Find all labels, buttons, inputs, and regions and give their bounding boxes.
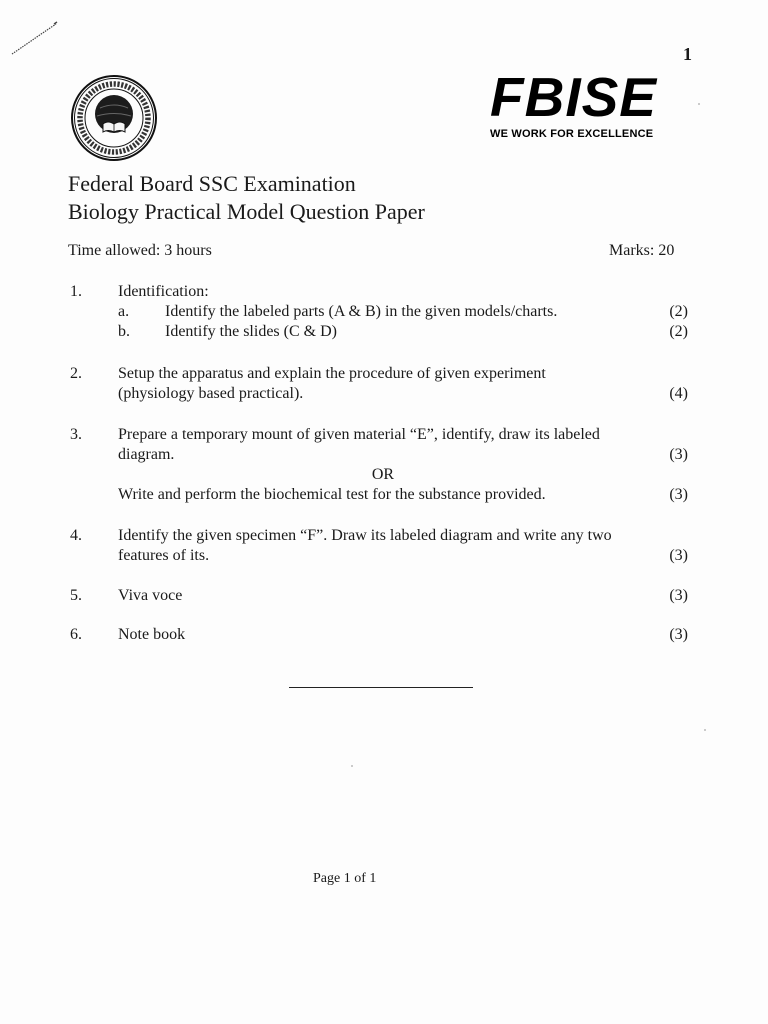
question-line-with-marks	[118, 384, 688, 404]
question-number: 4.	[70, 527, 82, 544]
question-line: Prepare a temporary mount of given material “E”, identify, draw its labeled	[118, 426, 600, 443]
question-line-with-marks	[118, 586, 688, 606]
or-divider: OR	[371, 466, 395, 483]
question-body	[118, 586, 688, 606]
scan-speck	[704, 729, 706, 731]
question-3	[68, 425, 692, 507]
question-line: Setup the apparatus and explain the procedure of given experiment	[118, 365, 546, 382]
end-rule	[289, 687, 473, 688]
question-line: (physiology based practical).	[118, 385, 304, 402]
page-footer: Page 1 of 1	[313, 871, 377, 886]
question-marks: (3)	[669, 626, 688, 643]
scan-speck	[351, 765, 353, 767]
total-marks: Marks: 20	[609, 242, 675, 259]
question-line: Viva voce	[118, 587, 183, 604]
question-6	[68, 625, 692, 647]
pen-stroke-mark	[10, 20, 60, 56]
question-line: features of its.	[118, 547, 210, 564]
question-body	[118, 364, 688, 404]
question-line-with-marks	[118, 625, 688, 645]
part-marks: (2)	[669, 303, 688, 320]
heading-line-1: Federal Board SSC Examination	[68, 171, 356, 196]
fbise-seal-logo	[70, 74, 158, 162]
brand-name: FBISE	[490, 66, 657, 128]
question-part-b	[118, 322, 688, 342]
question-marks: (3)	[669, 547, 688, 564]
question-body	[118, 282, 688, 342]
question-marks: (3)	[669, 587, 688, 604]
question-5	[68, 586, 692, 608]
heading-line-2: Biology Practical Model Question Paper	[68, 199, 425, 224]
question-marks: (4)	[669, 385, 688, 402]
question-1	[68, 282, 692, 344]
part-text: Identify the slides (C & D)	[165, 323, 337, 340]
brand-tagline: WE WORK FOR EXCELLENCE	[490, 128, 654, 140]
question-body	[118, 526, 688, 566]
question-line-with-marks	[118, 445, 688, 465]
paper-heading	[68, 170, 425, 226]
question-4	[68, 526, 692, 568]
page-number-mark: 1	[683, 44, 692, 64]
question-number: 2.	[70, 365, 82, 382]
part-marks: (2)	[669, 323, 688, 340]
question-marks: (3)	[669, 486, 688, 503]
question-line: Identify the given specimen “F”. Draw its labeled diagram and write any two	[118, 527, 612, 544]
question-title: Identification:	[118, 283, 209, 300]
part-letter: a.	[118, 303, 130, 320]
part-text: Identify the labeled parts (A & B) in the given models/charts.	[165, 303, 558, 320]
question-line-with-marks	[118, 546, 688, 566]
question-number: 1.	[70, 283, 82, 300]
question-number: 5.	[70, 587, 82, 604]
fbise-brand	[490, 68, 657, 140]
question-number: 6.	[70, 626, 82, 643]
question-line: Write and perform the biochemical test for the substance provided.	[118, 486, 546, 503]
question-part-a	[118, 302, 688, 322]
question-marks: (3)	[669, 446, 688, 463]
question-2	[68, 364, 692, 406]
question-body	[118, 425, 688, 505]
scan-speck	[698, 103, 700, 105]
part-letter: b.	[118, 323, 130, 340]
question-line: Note book	[118, 626, 186, 643]
time-allowed: Time allowed: 3 hours	[68, 242, 212, 259]
question-body	[118, 625, 688, 645]
question-line: diagram.	[118, 446, 175, 463]
question-number: 3.	[70, 426, 82, 443]
question-alternative	[118, 485, 688, 505]
